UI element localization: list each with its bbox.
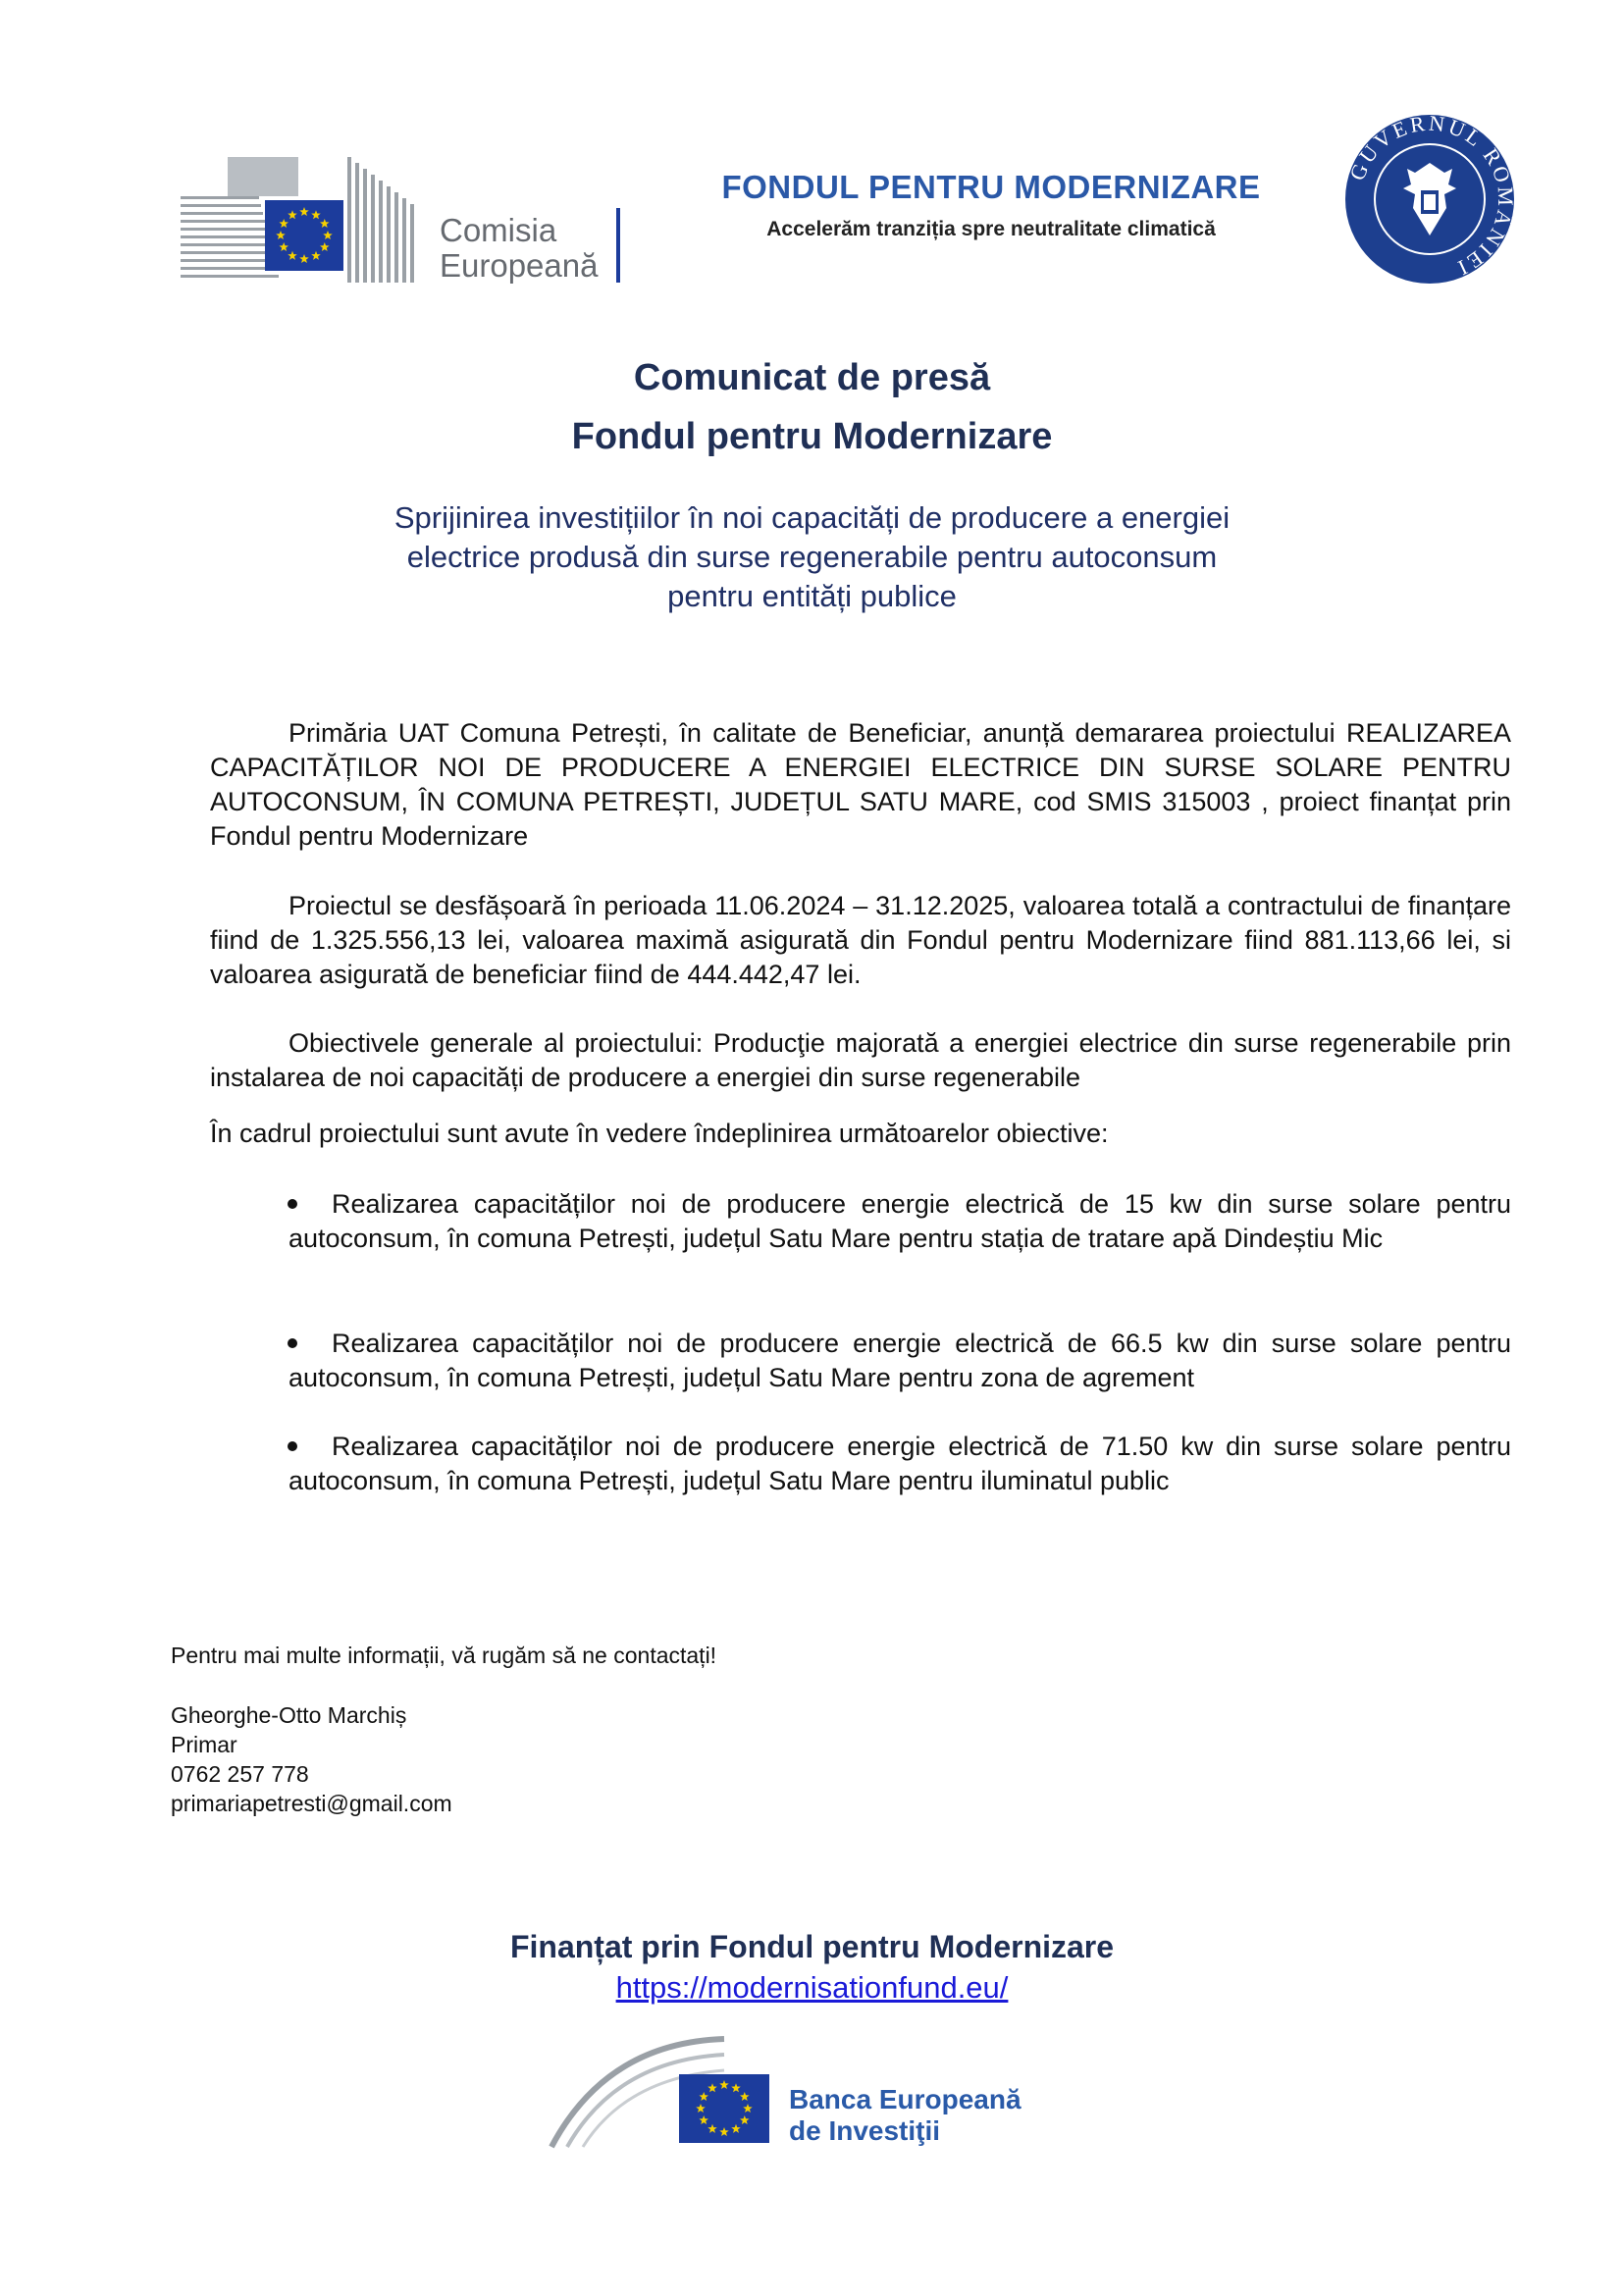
contact-role: Primar xyxy=(171,1732,237,1757)
ec-name-line2: Europeană xyxy=(440,247,599,284)
ec-name-line1: Comisia xyxy=(440,212,557,248)
contact-email: primariapetresti@gmail.com xyxy=(171,1791,452,1816)
list-item xyxy=(288,1430,1511,1498)
eib-arc-flag-icon xyxy=(548,2033,783,2151)
list-item xyxy=(288,1187,1511,1256)
romanian-government-seal xyxy=(1342,112,1517,287)
footer-funding-title: Finanțat prin Fondul pentru Modernizare xyxy=(509,1929,1115,1964)
modernisation-fund-link[interactable]: https://modernisationfund.eu/ xyxy=(615,1970,1009,2005)
european-commission-logo xyxy=(181,157,632,283)
list-item-text: Realizarea capacităților noi de producere energie electrică de 71.50 kw din surse solare pentru autoconsum, în comuna Petrești, județul Satu Mare pentru iluminatul public xyxy=(288,1432,1511,1495)
bullet-icon xyxy=(288,1338,297,1348)
contact-phone: 0762 257 778 xyxy=(171,1761,309,1787)
paragraph-general-objectives: Obiectivele generale al proiectului: Producţie majorată a energiei electrice din surse regenerabile prin instalarea de noi capacități de producere a energiei din surse regenerabile xyxy=(210,1028,1511,1092)
berlaymont-building-icon xyxy=(181,157,426,283)
subtitle-line-3: pentru entități publice xyxy=(667,579,957,613)
subtitle xyxy=(0,498,1624,616)
bullet-icon xyxy=(288,1199,297,1209)
list-item-text: Realizarea capacităților noi de producere energie electrică de 66.5 kw din surse solare pentru autoconsum, în comuna Petrești, județul Satu Mare pentru zona de agrement xyxy=(288,1329,1511,1392)
ec-divider xyxy=(616,208,620,283)
subtitle-line-1: Sprijinirea investițiilor în noi capacități de producere a energiei xyxy=(393,500,1231,535)
press-release-title: Comunicat de presă xyxy=(633,357,991,398)
eib-name-line1: Banca Europeană xyxy=(789,2084,1022,2114)
list-item xyxy=(288,1327,1511,1395)
contact-name: Gheorghe-Otto Marchiș xyxy=(171,1702,407,1728)
fpm-tagline: Accelerăm tranziția spre neutralitate climatică xyxy=(766,218,1216,240)
subtitle-line-2: electrice produsă din surse regenerabile pentru autoconsum xyxy=(406,540,1218,574)
contact-intro: Pentru mai multe informații, vă rugăm să ne contactați! xyxy=(171,1643,717,1668)
seal-text: GUVERNUL ROMÂNIEI xyxy=(1344,112,1517,282)
fund-title: Fondul pentru Modernizare xyxy=(571,416,1053,457)
eib-logo xyxy=(548,2033,1038,2151)
paragraph-project-period-values: Proiectul se desfășoară în perioada 11.06.2024 – 31.12.2025, valoarea totală a contractului de finanțare fiind de 1.325.556,13 lei, valoarea maximă asigurată din Fondul pentru Modernizare fiind 881.113,66 lei, si valoarea asigurată de beneficiar fiind de 444.442,47 lei. xyxy=(210,891,1511,989)
government-seal-icon xyxy=(1342,112,1517,287)
paragraph-objectives-intro: În cadrul proiectului sunt avute în vedere îndeplinirea următoarelor obiective: xyxy=(210,1119,1109,1148)
fpm-header xyxy=(667,169,1315,241)
fpm-title: FONDUL PENTRU MODERNIZARE xyxy=(721,169,1261,205)
paragraph-project-announcement: Primăria UAT Comuna Petrești, în calitate de Beneficiar, anunță demararea proiectului REALIZAREA CAPACITĂȚILOR NOI DE PRODUCERE A ENERGIEI ELECTRICE DIN SURSE SOLARE PENTRU AUTOCONSUM, ÎN COMUNA PETREȘTI, JUDEȚUL SATU MARE, cod SMIS 315003 , proiect finanțat prin Fondul pentru Modernizare xyxy=(210,718,1511,851)
bullet-icon xyxy=(288,1441,297,1451)
list-item-text: Realizarea capacităților noi de producere energie electrică de 15 kw din surse solare pentru autoconsum, în comuna Petrești, județul Satu Mare pentru stația de tratare apă Dindeștiu Mic xyxy=(288,1189,1511,1253)
eib-name-line2: de Investiţii xyxy=(789,2115,941,2146)
